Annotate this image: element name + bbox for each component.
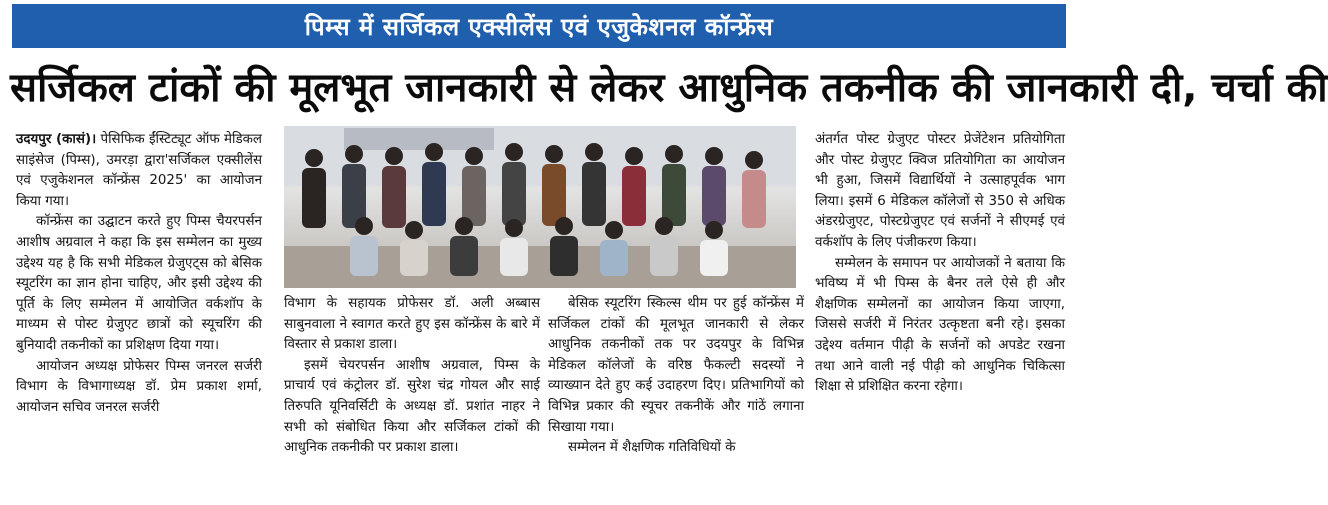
article-paragraph: बेसिक स्यूटरिंग स्किल्स थीम पर हुई कॉन्फ्रेंस में सर्जिकल टांकों की मूलभूत जानकारी से लेकर आधुनिक तकनीकों तक पर उदयपुर के विभिन्न मेडिकल कॉलेजों के वरिष्ठ फैकल्टी सदस्यों ने व्याख्यान देते हुए कई उदाहरण दिए। प्रतिभागियों को विभिन्न प्रकार की स्यूचर तकनीकें और गांठें लगाना सिखाया गया। (548, 296, 804, 435)
article-paragraph: विभाग के सहायक प्रोफेसर डॉ. अली अब्बास साबुनवाला ने स्वागत करते हुए इस कॉन्फ्रेंस के बारे में विस्तार से प्रकाश डाला। (284, 296, 540, 353)
article-paragraph: इसमें चेयरपर्सन आशीष अग्रवाल, पिम्स के प्राचार्य एवं कंट्रोलर डॉ. सुरेश चंद्र गोयल और साई तिरुपति यूनिवर्सिटी के अध्यक्ष डॉ. प्रशांत नाहर ने सभी को संबोधित किया और सर्जिकल टांकों की आधुनिक तकनीकी पर प्रकाश डाला। (284, 357, 540, 456)
paragraph-text: पेसिफिक ईंस्टिट्यूट ऑफ मेडिकल साइंसेज (पिम्स), उमरड़ा द्वारा'सर्जिकल एक्सीलेंस एवं एजुकेशनल कॉन्फ्रेंस 2025' का आयोजन किया गया। (16, 132, 262, 209)
article-paragraph: सम्मेलन के समापन पर आयोजकों ने बताया कि भविष्य में भी पिम्स के बैनर तले ऐसे ही और शैक्षणिक सम्मेलनों का आयोजन किया जाएगा, जिससे सर्जरी में निरंतर उत्कृष्टता बनी रहे। इसका उद्देश्य वर्तमान पीढ़ी के सर्जनों को अपडेट रखना तथा आने वाली नई पीढ़ी को आधुनिक चिकित्सा शिक्षा से प्रशिक्षित करना रहेगा। (815, 255, 1065, 395)
article-column-4 (815, 130, 1065, 398)
article-column-3 (548, 294, 804, 459)
article-headline: सर्जिकल टांकों की मूलभूत जानकारी से लेकर आधुनिक तकनीक की जानकारी दी, चर्चा की (10, 65, 1328, 111)
article-column-1 (16, 130, 262, 418)
banner-title: पिम्स में सर्जिकल एक्सीलेंस एवं एजुकेशनल कॉन्फ्रेंस (304, 12, 774, 41)
article-paragraph: कॉन्फ्रेंस का उद्घाटन करते हुए पिम्स चैयरपर्सन आशीष अग्रवाल ने कहा कि इस सम्मेलन का मुख्य उद्देश्य यह है कि सभी मेडिकल ग्रेजुएट्स को बेसिक स्यूटरिंग का ज्ञान होना चाहिए, और इसी उद्देश्य की पूर्ति के लिए सम्मेलन में आयोजित वर्कशॉप के माध्यम से पोस्ट ग्रेजुएट छात्रों को स्यूचरिंग की बुनियादी तकनीकों का प्रशिक्षण दिया गया। (16, 214, 262, 353)
article-paragraph: आयोजन अध्यक्ष प्रोफेसर पिम्स जनरल सर्जरी विभाग के विभागाध्यक्ष डॉ. प्रेम प्रकाश शर्मा, आयोजन सचिव जनरल सर्जरी (16, 358, 262, 415)
dateline: उदयपुर (कासं)। (16, 132, 97, 147)
article-paragraph: सम्मेलन में शैक्षणिक गतिविधियों के (568, 440, 736, 456)
headline-banner (12, 4, 1066, 48)
article-paragraph (16, 130, 262, 212)
group-photo-illustration (284, 126, 796, 288)
group-photo (284, 126, 796, 288)
article-paragraph: अंतर्गत पोस्ट ग्रेजुएट पोस्टर प्रेजेंटेशन प्रतियोगिता और पोस्ट ग्रेजुएट क्विज प्रतियोगिता का आयोजन भी हुआ, जिसमें विद्यार्थियों ने उत्साहपूर्वक भाग लिया। इसमें 6 मेडिकल कॉलेजों से 350 से अधिक अंडरग्रेजुएट, पोस्टग्रेजुएट एवं सर्जनों ने सीएमई एवं वर्कशॉप के लिए पंजीकरण किया। (815, 132, 1065, 250)
article-column-2 (284, 294, 540, 459)
